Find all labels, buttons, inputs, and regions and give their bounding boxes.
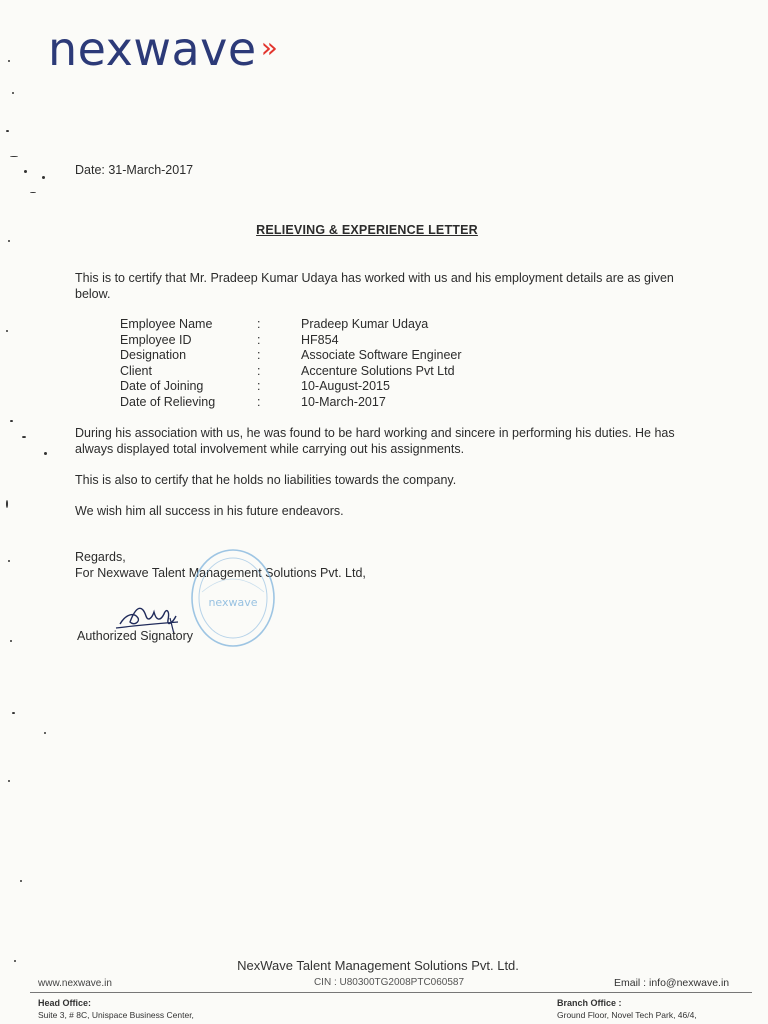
detail-row bbox=[120, 348, 462, 364]
footer-company-name: NexWave Talent Management Solutions Pvt. Ltd. bbox=[237, 958, 519, 973]
detail-row bbox=[120, 395, 462, 411]
detail-value: 10-August-2015 bbox=[301, 379, 390, 393]
stamp-text: nexwave bbox=[208, 596, 258, 609]
detail-separator: : bbox=[257, 332, 261, 347]
detail-label: Date of Relieving bbox=[120, 394, 216, 409]
footer-website-link[interactable]: www.nexwave.in bbox=[38, 978, 112, 989]
detail-separator: : bbox=[257, 363, 261, 378]
detail-label: Employee ID bbox=[120, 332, 192, 347]
footer-email-link[interactable]: Email : info@nexwave.in bbox=[614, 977, 730, 989]
authorized-signatory: Authorized Signatory bbox=[77, 629, 194, 643]
detail-value: Pradeep Kumar Udaya bbox=[301, 317, 429, 331]
detail-separator: : bbox=[257, 348, 261, 362]
association-paragraph: During his association with us, he was found to be hard working and sincere in performing his duties. He has always displayed total involvement while carrying out his assignments. bbox=[75, 426, 675, 456]
logo-text: nexwave bbox=[48, 22, 257, 76]
detail-row bbox=[120, 333, 462, 349]
detail-value: Associate Software Engineer bbox=[301, 348, 462, 362]
letter-date: Date: 31-March-2017 bbox=[75, 163, 194, 177]
letter-title: RELIEVING & EXPERIENCE LETTER bbox=[256, 223, 478, 237]
intro-paragraph: This is to certify that Mr. Pradeep Kumar Udaya has worked with us and his employment details are as given below. bbox=[75, 271, 674, 301]
detail-value: 10-March-2017 bbox=[301, 394, 386, 409]
detail-row bbox=[120, 317, 462, 333]
detail-label: Client bbox=[120, 363, 152, 378]
detail-label: Date of Joining bbox=[120, 379, 204, 393]
branch-office-title: Branch Office : bbox=[557, 998, 622, 1008]
detail-label: Designation bbox=[120, 348, 187, 362]
company-logo bbox=[48, 22, 279, 76]
detail-label: Employee Name bbox=[120, 317, 213, 331]
detail-separator: : bbox=[257, 394, 261, 409]
detail-separator: : bbox=[257, 317, 261, 331]
regards-line: Regards, bbox=[75, 550, 126, 564]
employment-details bbox=[120, 317, 462, 410]
for-company-line: For Nexwave Talent Management Solutions Pvt. Ltd, bbox=[75, 566, 366, 580]
wishes-paragraph: We wish him all success in his future endeavors. bbox=[75, 504, 344, 518]
head-office-address: Suite 3, # 8C, Unispace Business Center, bbox=[38, 1010, 194, 1020]
footer-cin: CIN : U80300TG2008PTC060587 bbox=[313, 977, 465, 988]
liabilities-paragraph: This is also to certify that he holds no liabilities towards the company. bbox=[75, 473, 457, 487]
logo-chevron-icon: » bbox=[260, 31, 279, 64]
detail-value: HF854 bbox=[301, 332, 339, 347]
detail-row bbox=[120, 379, 462, 395]
detail-value: Accenture Solutions Pvt Ltd bbox=[301, 363, 455, 378]
head-office-title: Head Office: bbox=[38, 998, 92, 1008]
footer-divider bbox=[30, 992, 752, 993]
detail-separator: : bbox=[257, 379, 261, 393]
detail-row bbox=[120, 364, 462, 380]
branch-office-address: Ground Floor, Novel Tech Park, 46/4, bbox=[557, 1010, 697, 1020]
